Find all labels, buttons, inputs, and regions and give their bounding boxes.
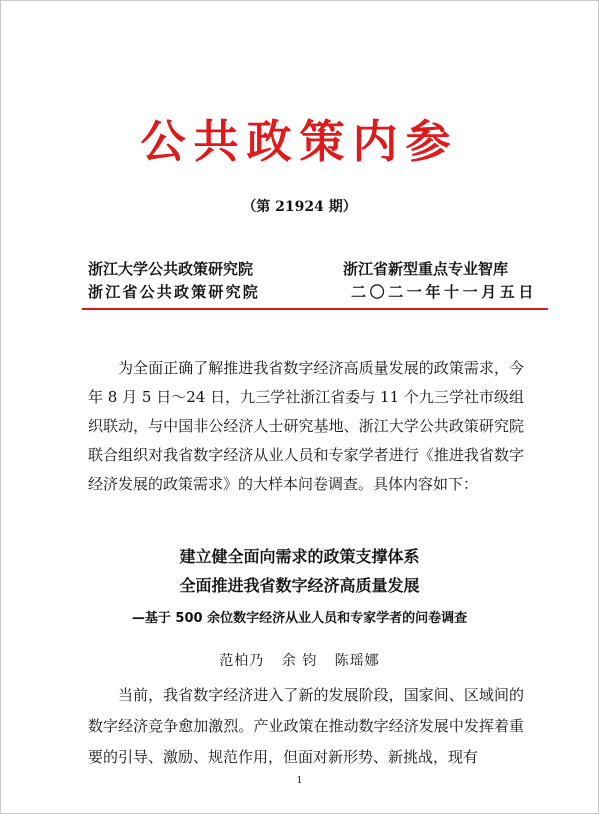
article-subtitle: —基于 500 余位数字经济从业人员和专家学者的问卷调查 (131, 611, 468, 626)
body-paragraph: 当前，我省数字经济进入了新的发展阶段，国家间、区域间的数字经济竞争愈加激烈。产业政策在推动数字经济发展中发挥着重要的引导、激励、规范作用，但面对新形势、新挑战，现有 (88, 686, 524, 766)
header-divider (82, 308, 548, 310)
article-title-line-1: 建立健全面向需求的政策支撑体系 (179, 547, 420, 566)
masthead-title: 公共政策内参 (140, 115, 459, 168)
publisher-line-1: 浙江大学公共政策研究院 (88, 260, 254, 278)
article-body (88, 680, 524, 773)
think-tank-block (343, 258, 537, 304)
publisher-line-2: 浙江省公共政策研究院 (88, 283, 261, 301)
author-name: 范柏乃 (219, 653, 265, 669)
intro-section (88, 354, 524, 499)
author-list (0, 650, 599, 670)
article-title-line-2: 全面推进我省数字经济高质量发展 (179, 576, 420, 595)
page-number: 1 (296, 776, 303, 786)
issue-number: （第 21924 期） (242, 199, 357, 215)
intro-paragraph: 为全面正确了解推进我省数字经济高质量发展的政策需求，今年 8 月 5 日～24 日，九三学社浙江省委与 11 个九三学社市级组织联动，与中国非公经济人士研究基地、浙江大学公共政策研究院联合组织对我省数字经济从业人员和专家学者进行《推进我省数字经济发展的政策需求》的大样本问卷调查。具体内容如下： (88, 359, 524, 493)
publisher-block (88, 258, 260, 304)
think-tank-label: 浙江省新型重点专业智库 (343, 260, 509, 278)
author-name: 陈瑶娜 (334, 653, 380, 669)
publish-date: 二〇二一年十一月五日 (351, 283, 538, 301)
author-name: 余 钧 (281, 653, 318, 669)
